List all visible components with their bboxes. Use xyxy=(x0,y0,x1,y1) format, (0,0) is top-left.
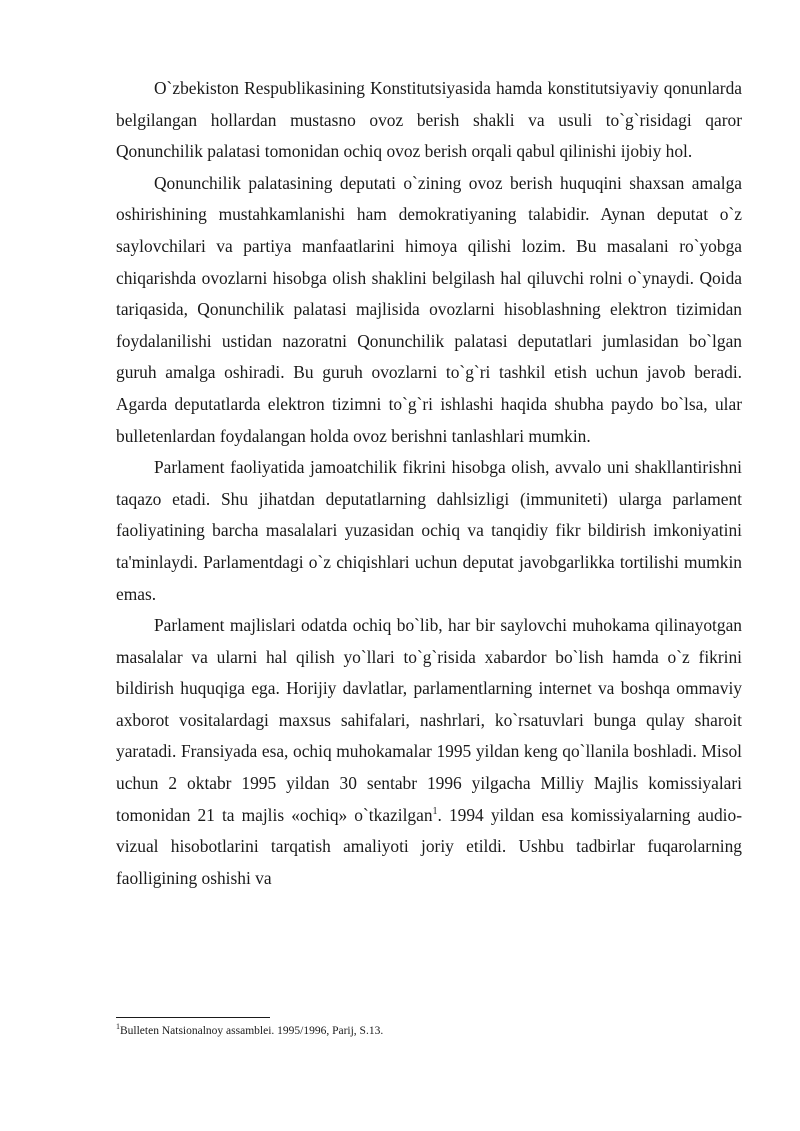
footnote xyxy=(116,1023,742,1039)
paragraph-4 xyxy=(116,610,742,894)
footnote-divider xyxy=(116,1017,270,1018)
footnote-text: Bulleten Natsionalnoy assamblei. 1995/1996, Parij, S.13. xyxy=(120,1025,384,1037)
paragraph-2: Qonunchilik palatasining deputati o`zining ovoz berish huquqini shaxsan amalga oshirishining mustahkamlanishi ham demokratiyaning talabidir. Aynan deputat o`z saylovchilari va partiya manfaatlarini himoya qilishi lozim. Bu masalani ro`yobga chiqarishda ovozlarni hisobga olish shaklini belgilash hal qiluvchi rolni o`ynaydi. Qoida tariqasida, Qonunchilik palatasi majlisida ovozlarni hisoblashning elektron tizimidan foydalanilishi ustidan nazoratni Qonunchilik palatasi deputatlari jumlasidan bo`lgan guruh amalga oshiradi. Bu guruh ovozlarni to`g`ri tashkil etish uchun javob beradi. Agarda deputatlarda elektron tizimni to`g`ri ishlashi haqida shubha paydo bo`lsa, ular bulletenlardan foydalangan holda ovoz berishni tanlashlari mumkin. xyxy=(116,172,742,446)
footnote-reference[interactable]: 1 xyxy=(432,805,438,817)
footnote-marker: 1 xyxy=(116,1022,120,1032)
body-text xyxy=(116,73,742,894)
paragraph-3: Parlament faoliyatida jamoatchilik fikrini hisobga olish, avvalo uni shakllantirishni taqazo etadi. Shu jihatdan deputatlarning dahlsizligi (immuniteti) ularga parlament faoliyatining barcha masalalari yuzasidan ochiq va tanqidiy fikr bildirish imkoniyatini ta'minlaydi. Parlamentdagi o`z chiqishlari uchun deputat javobgarlikka tortilishi mumkin emas. xyxy=(116,457,742,604)
paragraph-1: O`zbekiston Respublikasining Konstitutsiyasida hamda konstitutsiyaviy qonunlarda belgilangan hollardan mustasno ovoz berish shakli va usuli to`g`risidagi qaror Qonunchilik palatasi tomonidan ochiq ovoz berish orqali qabul qilinishi ijobiy hol. xyxy=(116,78,742,162)
paragraph-4-continuation: . 1994 yildan esa komissiyalarning audio-vizual hisobotlarini tarqatish amaliyoti joriy etildi. Ushbu tadbirlar fuqarolarning faolligining oshishi va xyxy=(116,804,742,888)
paragraph-4-text: Parlament majlislari odatda ochiq bo`lib, har bir saylovchi muhokama qilinayotgan masalalar va ularni hal qilish yo`llari to`g`risida xabardor bo`lish hamda o`z fikrini bildirish huquqiga ega. Horijiy davlatlar, parlamentlarning internet va boshqa ommaviy axborot vositalardagi maxsus sahifalari, nashrlari, ko`rsatuvlari bunga qulay sharoit yaratadi. Fransiyada esa, ochiq muhokamalar 1995 yildan keng qo`llanila boshladi. Misol uchun 2 oktabr 1995 yildan 30 sentabr 1996 yilgacha Milliy Majlis komissiyalari tomonidan 21 ta majlis «ochiq» o`tkazilgan xyxy=(116,615,742,825)
